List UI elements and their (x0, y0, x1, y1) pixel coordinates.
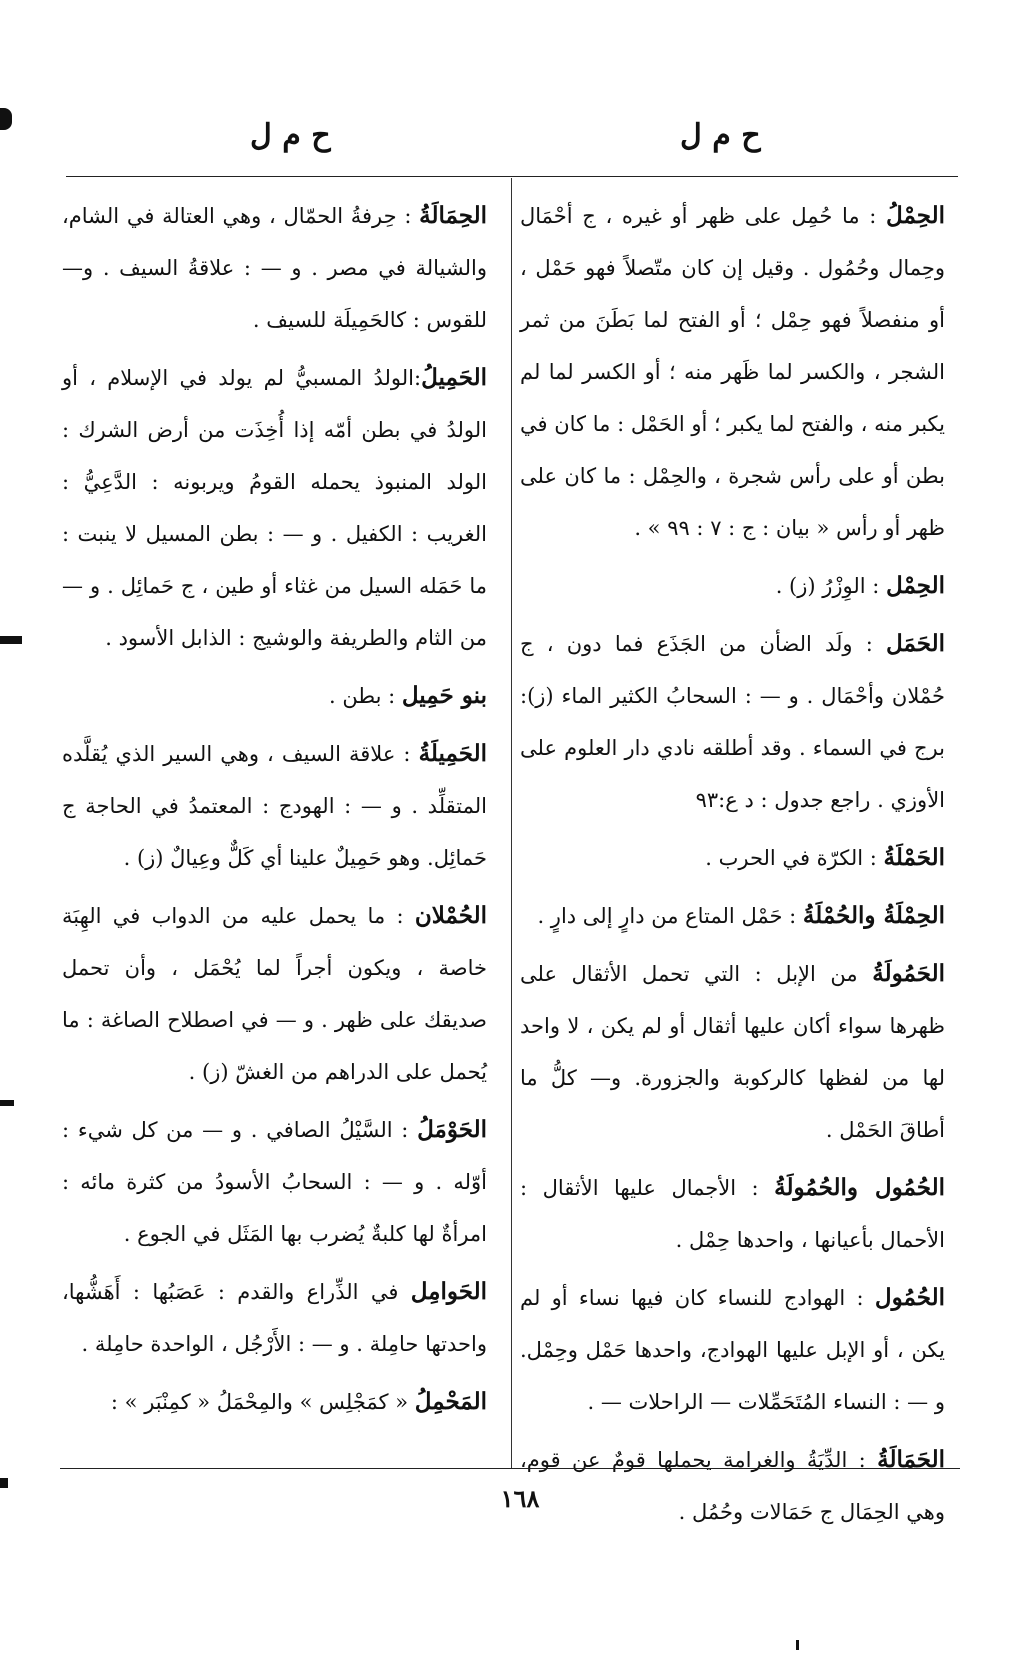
definition: : ولَد الضأن من الجَذَع فما دون ، ج حُمْلان وأحْمَال . و — : السحابُ الكثير الماء (ز): برج في السماء . وقد أطلقه نادي دار العلوم على الأوزي . راجع جدول : د ع:٩٣ (520, 632, 945, 812)
headword: الحُمُول والحُمُولَةُ (774, 1174, 946, 1201)
entry (62, 670, 487, 722)
definition: : بطن . (329, 684, 402, 708)
definition: : حَمْل المتاع من دارٍ إلى دارٍ . (537, 904, 803, 928)
headword: الحَمَالَةُ (877, 1446, 945, 1473)
headword: الحَوْمَلُ (417, 1116, 487, 1143)
entry (520, 890, 945, 942)
headword: الحُمْلان (414, 902, 487, 929)
column-separator (511, 178, 512, 1468)
entry (62, 190, 487, 346)
running-head-left: ح م ل (250, 118, 331, 153)
running-head-right: ح م ل (680, 118, 761, 153)
entry (520, 948, 945, 1156)
definition: : حِرفةُ الحمّال ، وهي العتالة في الشام، والشيالة في مصر . و — : علاقةُ السيف . و— للقوس : كالحَمِيلَة للسيف . (62, 204, 487, 332)
entry (520, 190, 945, 554)
scan-artifact (0, 636, 22, 644)
scan-artifact (0, 1100, 14, 1106)
definition: :الولدُ المسبيُّ لم يولد في الإسلام ، أو الولدُ في بطن أمّه إذا أُخِذَت من أرض الشرك : الولد المنبوذ يحمله القومُ ويربونه : الدَّعِيُّ : الغريب : الكفيل . و — : بطن المسيل لا ينبت : ما حَمَله السيل من غثاء أو طين ، ج حَمائِل . و — من الثام والطريفة والوشيج : الذابل الأسود . (62, 366, 487, 650)
headword: الحُمُول (874, 1284, 945, 1311)
definition: : علاقة السيف ، وهي السير الذي يُقلَّده المتقلِّد . و — : الهودج : المعتمدُ في الحاجة ج حَمائِل. وهو حَمِيلٌ علينا أي كَلٌّ وعِيالٌ (ز) . (62, 742, 487, 870)
entry (520, 560, 945, 612)
entry (62, 890, 487, 1098)
headword: الحِمَالَةُ (419, 202, 487, 229)
definition: : السَّيْلُ الصافي . و — من كل شيء : أوّله . و — : السحابُ الأسودُ من كثرة مائه : امرأةٌ لها كلبةٌ يُضرب بها المَثَل في الجوع . (62, 1118, 487, 1246)
headword: الحَمْلَةُ (883, 844, 945, 871)
page-number: ١٦٨ (500, 1484, 540, 1513)
headword: بنو حَمِيل (401, 682, 487, 709)
definition: : الأجمال عليها الأثقال : الأحمال بأعيانها ، واحدها حِمْل . (520, 1176, 945, 1252)
headword: الحِمْلَةُ والحُمْلَةُ (802, 902, 945, 929)
definition: : ما حُمِل على ظهر أو غيره ، ج أحْمَال وحِمال وحُمُول . وقيل إن كان متّصلاً فهو حَمْل ، أو منفصلاً فهو حِمْل ؛ أو الفتح لما بَطَنَ من ثمر الشجر ، والكسر لما ظَهر منه ؛ أو الكسر لما لم يكبر منه ، والفتح لما يكبر ؛ أو الحَمْل : ما كان في بطن أو على رأس شجرة ، والحِمْل : ما كان على ظهر أو رأس « بيان : ج : ٧ : ٩٩ » . (520, 204, 945, 540)
headword: الحِمْل (886, 572, 945, 599)
entry (62, 352, 487, 664)
headword: الحَوامِل (410, 1278, 487, 1305)
definition: : الكرّة في الحرب . (705, 846, 884, 870)
entry (520, 1434, 945, 1538)
scan-artifact (0, 108, 12, 130)
left-column (62, 190, 487, 1460)
definition: « كمَجْلِس » والمِحْمَلُ « كمِنْبَر » : (110, 1390, 415, 1414)
entry (520, 618, 945, 826)
scan-artifact (0, 1478, 8, 1488)
definition: : الهوادج للنساء كان فيها نساء أو لم يكن ، أو الإبل عليها الهوادج، واحدها حَمْل وحِمْل. و — : النساء المُتَحَمِّلات — الراحلات — . (520, 1286, 945, 1414)
headword: الحَمُولَةُ (872, 960, 945, 987)
definition: : الدِّيَةُ والغرامة يحملها قومٌ عن قوم، وهي الحِمَال ج حَمَالات وحُمُل . (520, 1448, 945, 1524)
definition: : ما يحمل عليه من الدواب في الهِبَة خاصة ، ويكون أجراً لما يُحْمَل ، وأن تحمل صديقك على ظهر . و — في اصطلاح الصاغة : ما يُحمل على الدراهم من الغشّ (ز) . (62, 904, 487, 1084)
entry (62, 1266, 487, 1370)
bottom-rule (60, 1468, 960, 1469)
headword: الحَمِيلَةُ (418, 740, 487, 767)
definition: من الإبل : التي تحمل الأثقال على ظهرها سواء أكان عليها أثقال أو لم يكن ، لا واحد لها من لفظها كالركوبة والجزورة. و— كلُّ ما أطاقَ الحَمْل . (520, 962, 945, 1142)
headword: المَحْمِلُ (414, 1388, 487, 1415)
entry (520, 1162, 945, 1266)
entry (62, 1104, 487, 1260)
definition: في الذِّراع والقدم : عَصَبُها : أَهَشُّها، واحدتها حامِلة . و — : الأَرْجُل ، الواحدة حامِلة . (62, 1280, 487, 1356)
entry (520, 832, 945, 884)
definition: : الوِزْرُ (ز) . (775, 574, 887, 598)
scan-artifact (796, 1640, 799, 1650)
headword: الحَمِيلُ (421, 364, 487, 391)
entry (520, 1272, 945, 1428)
entry (62, 1376, 487, 1428)
headword: الحِمْلُ (886, 202, 945, 229)
entry (62, 728, 487, 884)
top-rule (66, 176, 958, 177)
headword: الحَمَل (886, 630, 945, 657)
